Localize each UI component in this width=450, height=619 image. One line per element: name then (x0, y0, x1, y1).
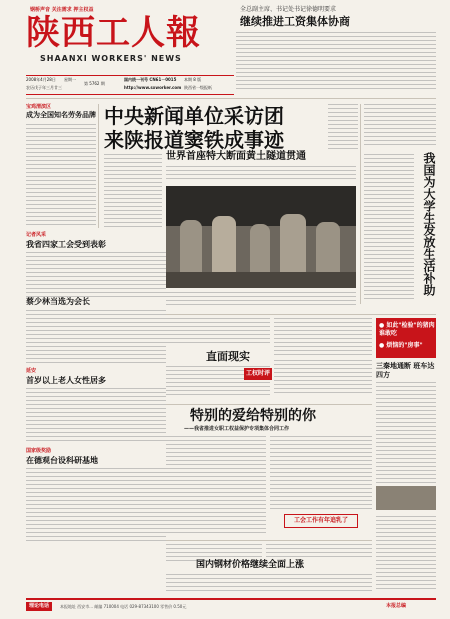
bullet-icon: ● (379, 342, 385, 349)
masthead-info-bar (26, 75, 234, 95)
left-kicker-2: 记者风采 (26, 232, 47, 238)
left-block-4 (26, 368, 166, 448)
footer-left: 理论电话 (26, 602, 52, 611)
left-block-5 (26, 448, 166, 544)
masthead-divider (26, 98, 436, 99)
issue-weekday: 星期一 (64, 77, 76, 82)
left-head-2: 我省四家工会受到表彰 (26, 240, 106, 249)
lead-headline-2: 来陕报道窦铁成事迹 (104, 128, 284, 152)
top-right-article (236, 6, 436, 96)
lead-body-left (104, 154, 162, 230)
left-block-2 (26, 232, 166, 292)
right-bottom-body (376, 516, 436, 594)
left-head-1: 成为全国知名劳务品牌 (26, 111, 96, 119)
lead-headline-1: 中央新闻单位采访团 (104, 104, 284, 128)
mid-body-right (274, 318, 372, 358)
red-sidebar-item-1[interactable] (379, 322, 435, 338)
feature-sub: ——我省推进女职工权益保护专项集体合同工作 (184, 426, 290, 432)
issue-edition: 陕西省一级报纸 (184, 85, 212, 90)
left-body-1 (26, 124, 96, 228)
red-sidebar (376, 318, 436, 358)
issue-number: 第 5762 期 (84, 81, 105, 86)
feature-head: 特别的爱给特别的你 (190, 408, 316, 424)
red-sidebar-item-2[interactable] (379, 342, 435, 350)
top-right-kicker: 全总副主席、书记处书记徐德明要求 (240, 6, 337, 13)
left-kicker-4: 延安 (26, 368, 37, 374)
red-sidebar-label-1: 如此"检验"的猪肉谁敢吃 (379, 322, 435, 337)
left-head-4: 首岁以上老人女性居多 (26, 376, 106, 385)
left-kicker-5: 国家级奖励 (26, 448, 52, 454)
issue-code: 国内统一刊号 CN61－0015 (124, 77, 177, 82)
tunnel-photo (166, 186, 356, 288)
footer-text: 本报地址 西安市... 邮编 710004 电话 029-87343100 零售价 0.50元 (60, 604, 187, 609)
mid-body-top (166, 318, 270, 348)
photo-story-head: 世界首座特大断面黄土隧道贯通 (166, 151, 306, 162)
feature-body-left (166, 436, 266, 536)
right-body-top (364, 104, 436, 148)
bottom-body-right (266, 544, 372, 560)
footer-right: 本报总编 (386, 603, 407, 609)
right-vertical-head: 我国为大学生发放生活补助 (422, 152, 436, 296)
issue-date: 2008年4月28日 (26, 77, 56, 82)
side-story (376, 362, 436, 512)
masthead-title: 陕西工人報 (26, 13, 201, 53)
top-right-headline: 继续推进工资集体协商 (240, 15, 350, 28)
masthead-slogan: 钢桥声音 关注需求 押主权益 (30, 7, 94, 13)
masthead-subtitle: SHAANXI WORKERS' NEWS (40, 54, 182, 63)
feature-tag: 工会工作有年追乳了 (284, 514, 358, 528)
bullet-icon: ● (379, 322, 385, 329)
mid-tag: 工权时评 (244, 368, 272, 380)
issue-site: http://www.sxworker.com (124, 85, 182, 90)
lead-body-right (328, 104, 358, 152)
left-block-3 (26, 288, 166, 368)
side-story-head: 三秦地通断 班车达四方 (376, 362, 435, 379)
left-head-3: 蔡少林当选为会长 (26, 297, 90, 306)
top-right-body (236, 32, 436, 94)
mid-head: 直面现实 (206, 350, 250, 363)
left-body-5 (26, 468, 166, 544)
feature-divider (166, 404, 372, 405)
right-col-divider (360, 104, 361, 304)
masthead (26, 6, 204, 72)
right-body-main (364, 154, 414, 304)
photo-story (166, 150, 356, 310)
left-kicker-1: 宝鸡渭滨区 (26, 104, 52, 110)
bottom-body (166, 574, 372, 594)
left-body-4 (26, 388, 166, 444)
side-story-body (376, 382, 436, 492)
photo-story-intro (166, 166, 356, 184)
mid-body-right-2 (274, 360, 372, 400)
side-photo (376, 486, 436, 510)
left-head-5: 在德观台设科研基地 (26, 456, 98, 465)
red-sidebar-label-2: 烦恼的"房事" (386, 342, 423, 349)
bottom-head: 国内钢材价格继续全面上涨 (196, 560, 305, 570)
left-col-divider (98, 104, 99, 228)
footer-bar (26, 598, 436, 614)
bottom-divider (166, 540, 372, 541)
issue-lunar: 农历戊子年三月廿三 (26, 85, 62, 90)
feature-story (166, 408, 372, 538)
feature-body-right (270, 436, 372, 512)
photo-caption (166, 292, 356, 310)
left-body-3 (26, 310, 166, 366)
mid-divider (166, 314, 436, 315)
issue-pages: 本期 8 版 (184, 77, 202, 82)
